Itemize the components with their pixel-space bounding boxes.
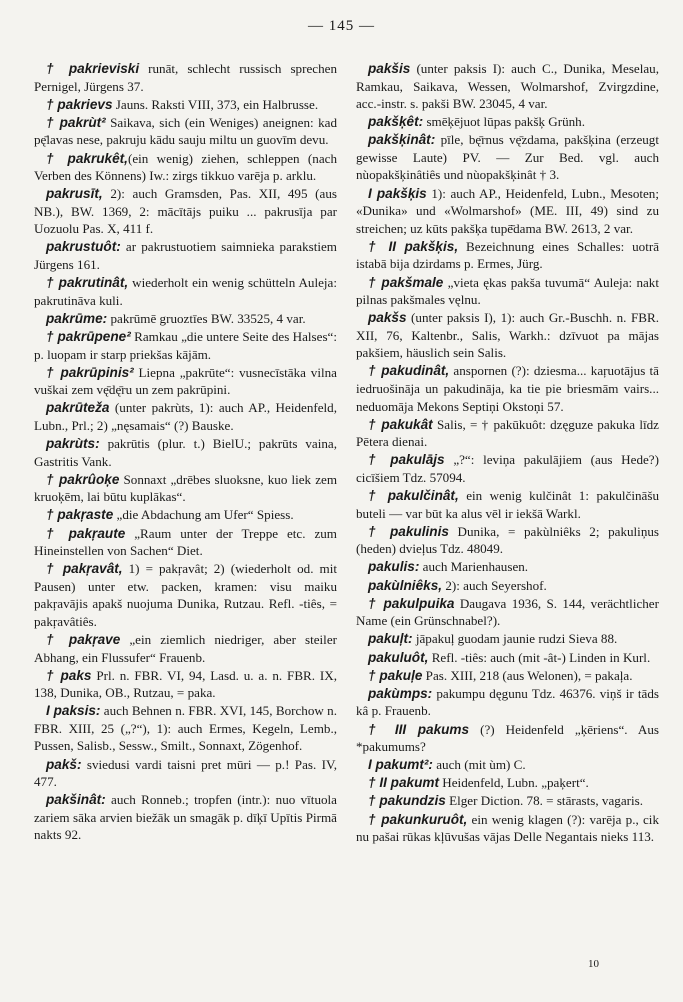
entry-definition: 2): auch Seyershof. (442, 577, 547, 593)
entry-headword: † pakŗaute (46, 525, 126, 541)
entry-headword: † pakrutinât, (46, 275, 129, 291)
dictionary-entry (356, 523, 659, 558)
dictionary-entry (356, 238, 659, 273)
entry-definition: auch (mit ùm) C. (432, 757, 526, 773)
entry-definition: (ein wenig) ziehen, schleppen (nach Verben des Könnens) Iw.: zirgs tikkuo varēja p. arklu. (34, 150, 338, 184)
entry-definition: 1): auch AP., Heidenfeld, Lubn., Mesoten; «Dunika» und «Wolmarshof» (ME. III, 49) sind zu streichen; uz kūts pakšķa tupē̄dama BW. 2613, 2 var. (356, 185, 659, 236)
entry-definition: Pas. XIII, 218 (aus Welonen), = pakaļa. (422, 667, 633, 683)
left-column (34, 60, 337, 845)
dictionary-entry (34, 60, 337, 95)
entry-definition: sviedusi vardi taisni pret mūri — p.! Pas. IV, 477. (34, 756, 337, 790)
dictionary-entry (34, 525, 337, 560)
entry-definition: Jauns. Raksti VIII, 373, ein Halbrusse. (112, 96, 319, 112)
entry-definition: wiederholt ein wenig schütteln Auleja: pakrutināva kuli. (34, 275, 338, 308)
entry-definition: Liepna „pakrūte“: vusnecīstāka vilna vuškai zem vę̄dę̄ru un zem pakrūpini. (34, 364, 337, 398)
entry-headword: pakrùts: (46, 436, 100, 452)
entry-definition: auch Behnen n. FBR. XVI, 145, Borchow n. FBR. XIII, 25 („?“), 1): auch Ermes, Kegeln, Lemb., Pussen, Salisb., Sessw., Smilt., Sonnaxt, Zögenhof. (34, 703, 337, 754)
entry-headword: † pakrûoķe (46, 471, 120, 487)
entry-definition: pakrūmē gruoztīes BW. 33525, 4 var. (107, 310, 306, 326)
footer-number: 10 (588, 958, 599, 970)
dictionary-entry (34, 185, 337, 238)
dictionary-entry (356, 774, 659, 792)
dictionary-entry (356, 309, 659, 362)
dictionary-entry (34, 506, 337, 524)
entry-headword: † pakrieviski (46, 61, 140, 76)
entry-headword: pakrūteža (46, 400, 110, 416)
dictionary-entry (34, 96, 337, 114)
dictionary-entry (356, 131, 659, 184)
dictionary-entry (34, 560, 337, 630)
entry-headword: † pakšmale (368, 274, 444, 290)
dictionary-entry (356, 113, 659, 131)
entry-definition: „die Abdachung am Ufer“ Spiess. (113, 507, 294, 523)
dictionary-entry (356, 630, 659, 648)
entry-headword: † pakulājs (368, 452, 445, 468)
dictionary-entry (34, 702, 337, 755)
entry-headword: I paksis: (46, 703, 101, 719)
entry-headword: pakšs (368, 310, 407, 326)
right-column (356, 60, 659, 846)
entry-headword: pakšķinât: (368, 132, 436, 148)
entry-headword: † III pakums (368, 721, 470, 737)
entry-headword: pakšķêt: (368, 114, 424, 130)
dictionary-entry (356, 451, 659, 486)
entry-definition: Ramkau „die untere Seite des Halses“: p. luopam ir starp priekšas kājām. (34, 328, 338, 362)
entry-headword: † pakrukêt, (46, 150, 128, 166)
dictionary-entry (356, 185, 659, 238)
dictionary-entry (34, 471, 337, 506)
entry-definition: „ein ziemlich niedriger, aber steiler Abhang, ein Flussufer“ Frauenb. (34, 632, 337, 665)
entry-definition: (unter paksis I), 1): auch Gr.-Buschh. n. FBR. XII, 76, Kaltenbr., Salis, Warkh.: dzīvuot pa mājas pakšiem, häuslich sein Salis. (356, 310, 659, 361)
dictionary-entry (34, 631, 337, 666)
dictionary-entry (356, 487, 659, 522)
dictionary-entry (356, 756, 659, 774)
entry-definition: Bezeichnung eines Schalles: uotrā istabā bija dzirdams p. Ermes, Jürg. (356, 238, 660, 272)
entry-definition: (unter pakrùts, 1): auch AP., Heidenfeld, Lubn., Prl.; 2) „nęsamais“ (?) Bauske. (34, 400, 337, 433)
entry-definition: pakrūtis (plur. t.) BielU.; pakrūts vaina, Gastritis Vank. (34, 436, 337, 469)
dictionary-entry (356, 667, 659, 685)
entry-definition: (unter paksis I): auch C., Dunika, Meselau, Ramkau, Saikava, Wessen, Wolmarshof, Zvirgzdine, acc.-instr. s. pakši BW. 23045, 4 var. (356, 61, 659, 112)
entry-definition: Prl. n. FBR. VI, 94, Lasd. u. a. n. FBR. IX, 138, Dunika, OB., Rutzau, = paka. (34, 667, 337, 701)
dictionary-entry (34, 399, 337, 434)
dictionary-entry (34, 756, 337, 791)
entry-definition: jāpakuļ guodam jaunie rudzi Sieva 88. (412, 631, 618, 647)
entry-headword: pakšis (368, 61, 411, 76)
entry-definition: pakumpu dęgunu Tdz. 46376. viņš ir tāds kâ p. Frauenb. (356, 685, 659, 719)
dictionary-entry (356, 685, 659, 720)
entry-definition: Sonnaxt „drēbes sluoksne, kuo liek zem kruoķēm, lai būtu kuplākas“. (34, 471, 337, 505)
entry-headword: † pakrūpinis² (46, 364, 134, 380)
entry-headword: † pakrūpene² (46, 328, 131, 344)
entry-headword: I pakumt²: (368, 757, 433, 773)
entry-definition: ein wenig kulčinât 1: pakulčināšu buteli — var būt ka alus vēl ir iekšā Warkl. (356, 488, 659, 521)
entry-headword: I pakšķis (368, 185, 427, 201)
entry-definition: (?) Heidenfeld „ķēriens“. Aus *pakumums? (356, 721, 659, 755)
entry-headword: † pakunkuruôt, (368, 811, 468, 827)
entry-definition: „Raum unter der Treppe etc. zum Hineinstellen von Sachen“ Diet. (34, 525, 337, 559)
dictionary-entry (34, 791, 337, 844)
page-number: — 145 — (308, 18, 375, 34)
dictionary-entry (356, 274, 659, 309)
entry-headword: pakrūme: (46, 310, 108, 326)
entry-definition: Saikava, sich (ein Weniges) aneignen: kad pę̄lavas nese, pakruju kādu sauju miltu un guovīm devu. (34, 114, 337, 148)
entry-definition: ein wenig klagen (?): varēja p., cik nu pašai rūkas kļūvušas vājas Delle Negantais nieks 113. (356, 811, 659, 845)
entry-headword: † pakukât (368, 416, 433, 432)
entry-headword: † pakundzis (368, 793, 446, 809)
entry-definition: pīle, bę̄rnus vę̄zdama, pakšķina (erzeugt gewisse Laute) PV. — Zur Bed. vgl. auch nùopakšķinâtiês und nùopakšķinât † 3. (356, 132, 659, 183)
entry-headword: † pakŗave (46, 632, 121, 647)
entry-headword: † pakrievs (46, 96, 113, 112)
dictionary-entry (356, 362, 659, 415)
entry-definition: 1) = pakŗavât; 2) (wiederholt od. mit Pausen) unter etw. packen, kramen: visu maiku pakŗavājis apakš nuojuma Dunika, Rutzau. Refl. -tiês, = pakŗavâtiês. (34, 561, 337, 629)
entry-headword: † II pakšķis, (368, 238, 459, 254)
dictionary-entry (356, 792, 659, 810)
dictionary-entry (34, 274, 337, 309)
dictionary-entry (356, 595, 659, 630)
entry-headword: † pakulpuika (368, 595, 455, 611)
entry-headword: pakrusīt, (46, 186, 103, 202)
dictionary-entry (34, 435, 337, 470)
dictionary-entry (356, 811, 659, 846)
dictionary-entry (34, 364, 337, 399)
entry-headword: † pakŗavât, (46, 561, 123, 577)
entry-headword: pakš: (46, 756, 82, 772)
entry-headword: † pakulčinât, (368, 488, 459, 504)
entry-headword: † pakulinis (368, 523, 449, 539)
entry-headword: pakuluôt, (368, 649, 429, 665)
entry-definition: Daugava 1936, S. 144, verächtlicher Name (ein Grünschnabel?). (356, 595, 659, 629)
entry-definition: Refl. -tiês: auch (mit -ât-) Linden in Kurl. (428, 649, 651, 665)
entry-headword: pakšinât: (46, 792, 106, 808)
dictionary-entry (34, 150, 337, 185)
entry-definition: Salis, = † pakūkuôt: dzęguze pakuka līdz Pētera dienai. (356, 416, 659, 450)
dictionary-entry (34, 310, 337, 328)
entry-definition: Elger Diction. 78. = stārasts, vagaris. (445, 793, 644, 809)
entry-definition: runāt, schlecht russisch sprechen Pernigel, Jürgens 37. (34, 61, 337, 94)
dictionary-entry (356, 558, 659, 576)
entry-definition: anspornen (?): dziesma... kaŗuotājus tā iedruošināja un pakudināja, ka tie pie briesmām vairs... neduomāja Mekons Septiņi Okstoņi 57. (356, 363, 659, 414)
entry-definition: Heidenfeld, Lubn. „paķert“. (439, 775, 589, 791)
entry-definition: „?“: leviņa pakulājiem (aus Hede?) cicīšiem Tdz. 57094. (356, 452, 659, 485)
entry-headword: † pakudinât, (368, 363, 450, 379)
dictionary-entry (34, 238, 337, 273)
dictionary-entry (34, 667, 337, 702)
entry-headword: pakùlniêks, (368, 577, 443, 593)
entry-headword: pakùmps: (368, 685, 433, 701)
entry-definition: auch Marienhausen. (419, 559, 529, 575)
dictionary-entry (34, 114, 337, 149)
entry-headword: † pakrùt² (46, 114, 106, 130)
dictionary-entry (356, 60, 659, 113)
dictionary-entry (356, 649, 659, 667)
entry-headword: † II pakumt (368, 775, 440, 791)
dictionary-entry (34, 328, 337, 363)
entry-headword: † pakuļe (368, 667, 423, 683)
entry-definition: smēķējuot lūpas pakšķ Grünh. (423, 114, 586, 130)
entry-headword: pakulis: (368, 559, 420, 575)
entry-definition: ar pakrustuotiem saimnieka parakstiem Jürgens 161. (34, 239, 337, 272)
entry-headword: † paks (46, 667, 92, 683)
dictionary-entry (356, 416, 659, 451)
entry-definition: „vieta ękas pakša tuvumā“ Auleja: nakt pilnas pakšmales vęlnu. (356, 274, 659, 308)
entry-headword: pakrustuôt: (46, 239, 121, 255)
entry-definition: 2): auch Gramsden, Pas. XII, 495 (aus NB.), BW. 1369, 2: mācītājs puiku ... pakrusīja par Uozuolu Pas. X, 411 f. (34, 186, 337, 237)
dictionary-entry (356, 721, 659, 756)
dictionary-entry (356, 577, 659, 595)
entry-headword: pakuļt: (368, 631, 413, 647)
entry-headword: † pakŗaste (46, 507, 114, 523)
entry-definition: auch Ronneb.; tropfen (intr.): nuo vītuola zariem sāka arvien biežāk un smagāk p. dīķī Upītis Pirmā nakts 92. (34, 792, 337, 843)
entry-definition: Dunika, = pakùlniêks 2; pakuliņus (heden) dvieļus Tdz. 48049. (356, 523, 660, 557)
